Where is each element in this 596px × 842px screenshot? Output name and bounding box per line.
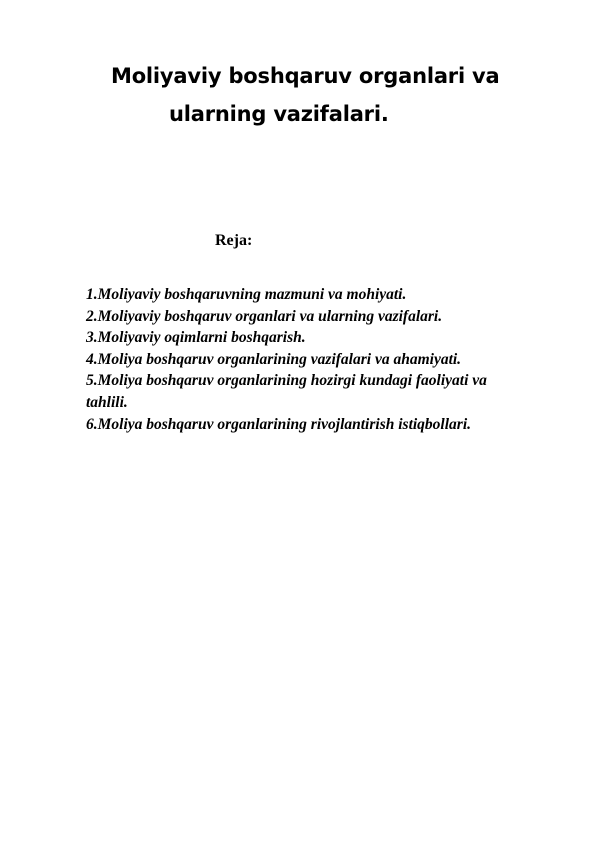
plan-list <box>86 284 556 435</box>
plan-item: 3.Moliyaviy oqimlarni boshqarish. <box>86 329 306 347</box>
document-title-line-1: Moliyaviy boshqaruv organlari va <box>111 64 500 88</box>
plan-item: 5.Moliya boshqaruv organlarining hozirgi kundagi faoliyati va <box>86 372 487 390</box>
plan-item: 1.Moliyaviy boshqaruvning mazmuni va mohiyati. <box>86 286 407 303</box>
plan-item-continuation: tahlili. <box>86 393 128 411</box>
plan-heading: Reja: <box>215 232 253 249</box>
document-title-line-2: ularning vazifalari. <box>169 102 389 126</box>
plan-item: 4.Moliya boshqaruv organlarining vazifalari va ahamiyati. <box>86 350 462 368</box>
plan-item: 2.Moliyaviy boshqaruv organlari va ularning vazifalari. <box>86 307 443 325</box>
plan-item: 6.Moliya boshqaruv organlarining rivojlantirish istiqbollari. <box>86 415 472 433</box>
